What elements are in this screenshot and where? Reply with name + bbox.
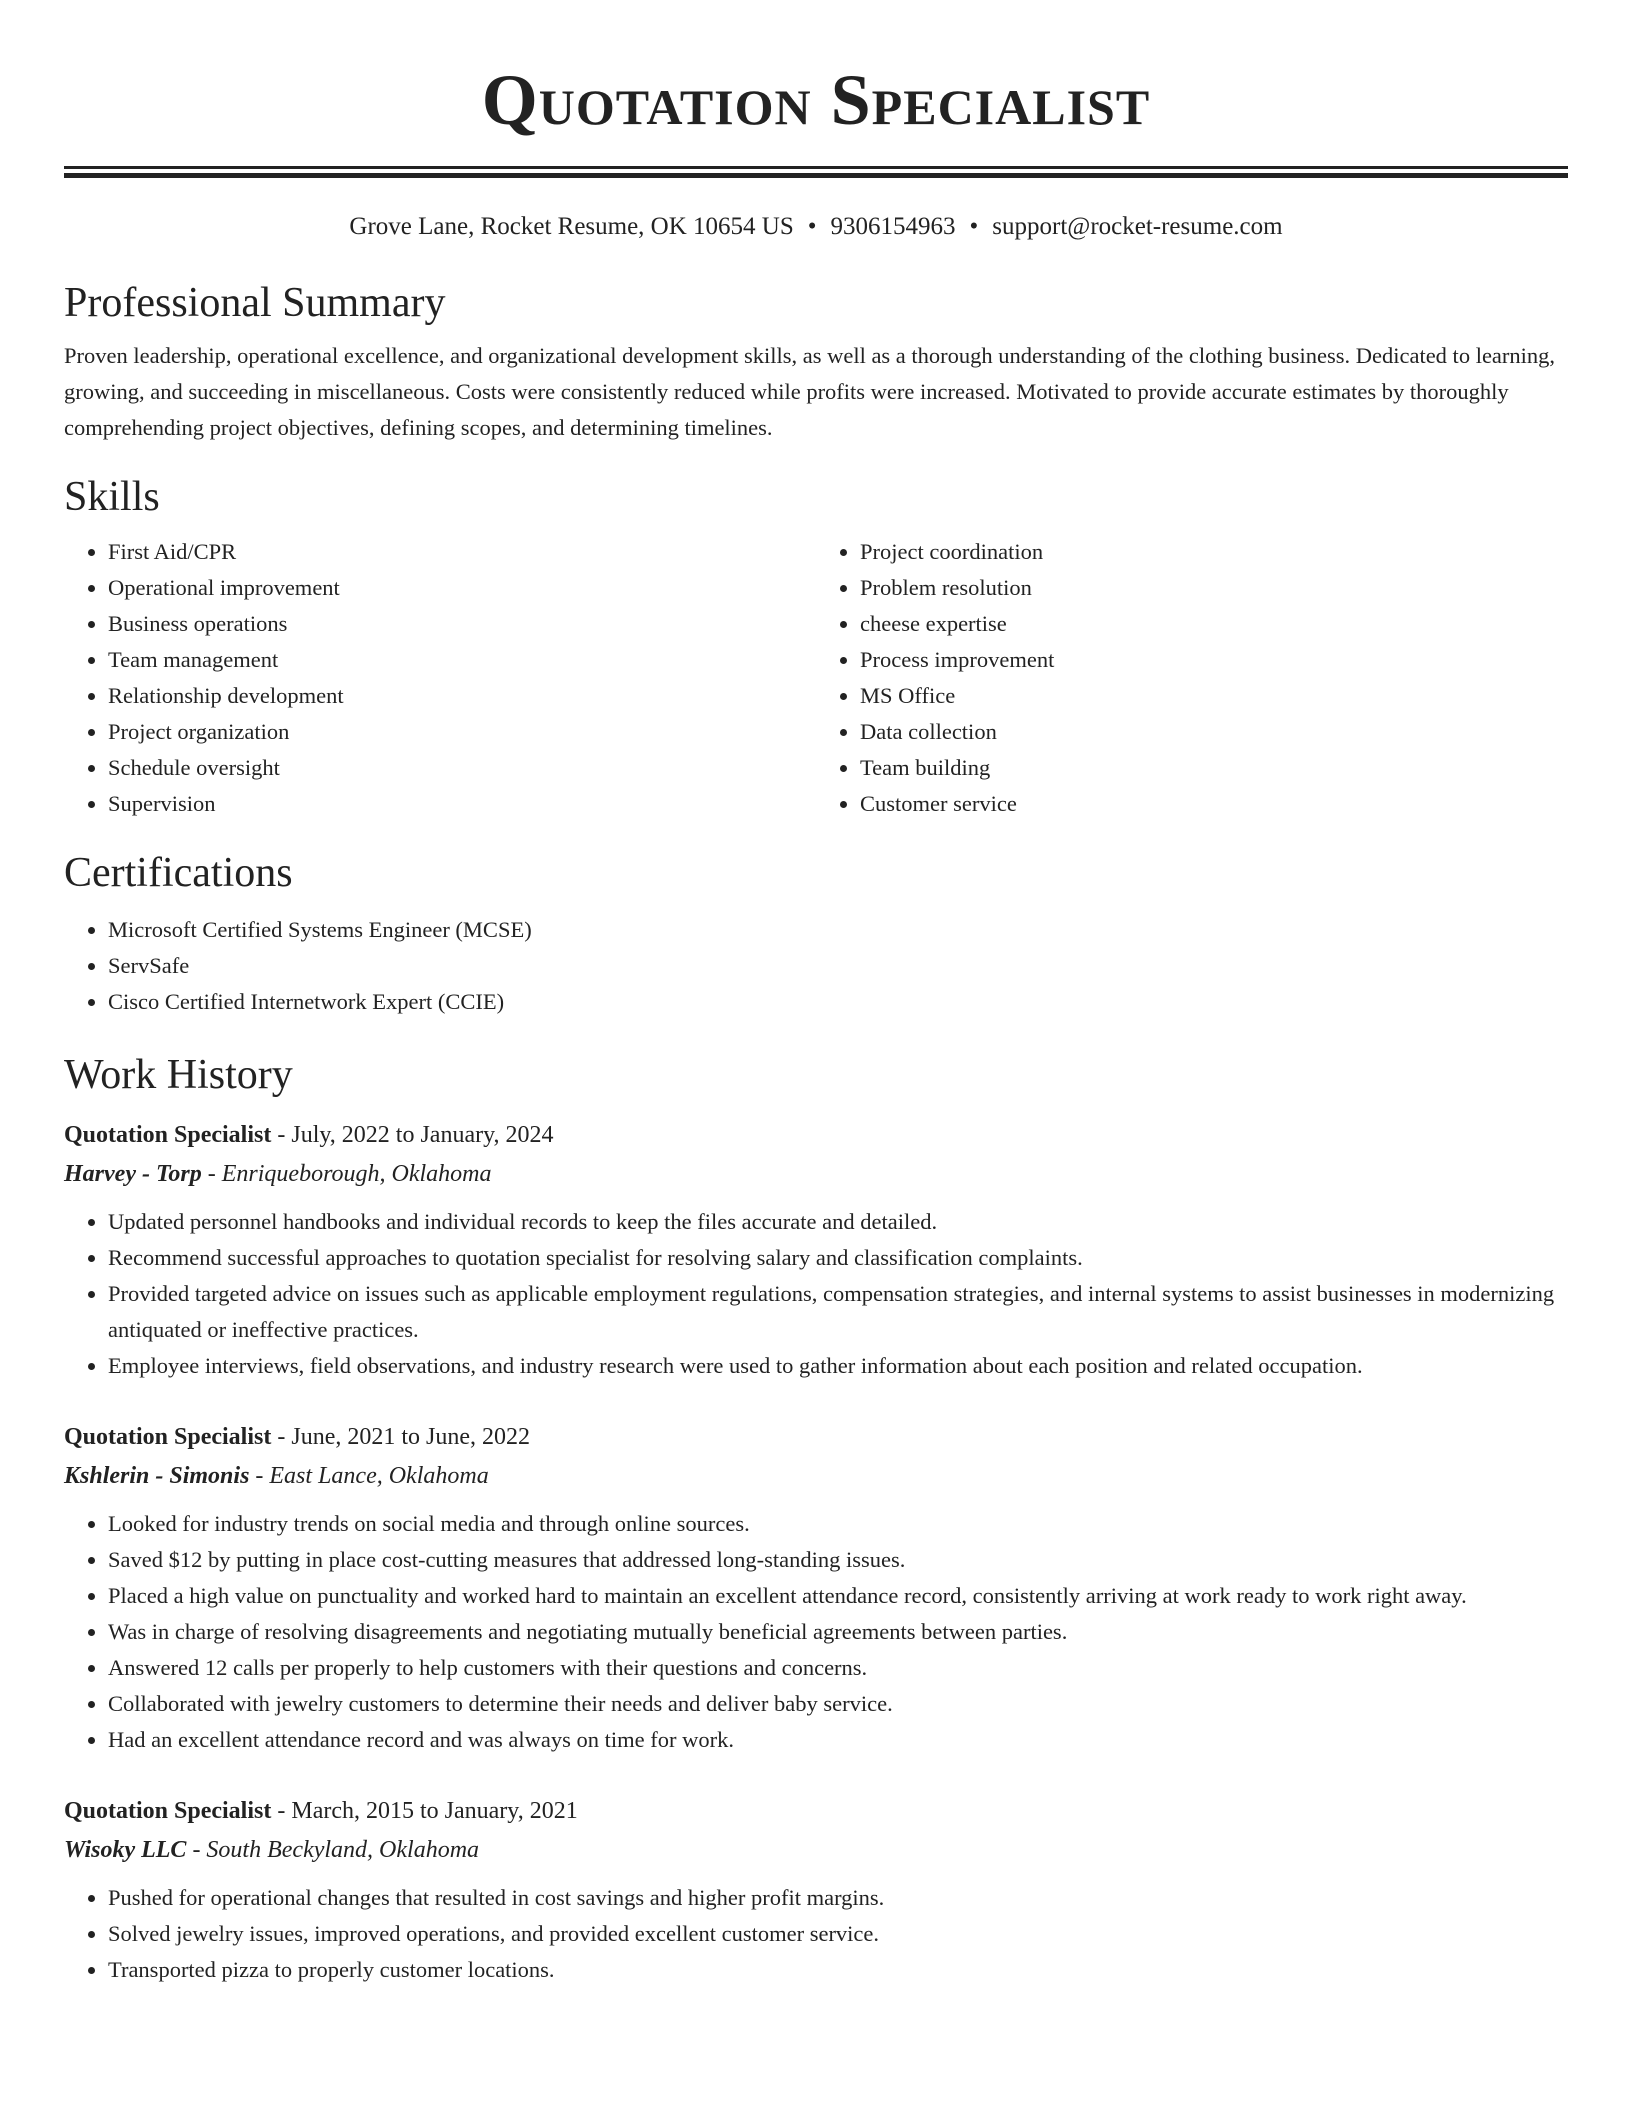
certifications-section xyxy=(64,848,1568,1020)
job-dates: - July, 2022 to January, 2024 xyxy=(271,1122,554,1148)
job-bullet: • Recommend successful approaches to quotation specialist for resolving salary and classification complaints. xyxy=(108,1240,1568,1276)
contact-email: support@rocket-resume.com xyxy=(992,213,1283,240)
skills-columns xyxy=(64,534,1568,822)
job-header xyxy=(64,1792,1568,1830)
job-bullet: • Pushed for operational changes that resulted in cost savings and higher profit margins. xyxy=(108,1880,1568,1916)
skill-item: • Project coordination xyxy=(860,534,1568,570)
job-bullet: • Had an excellent attendance record and was always on time for work. xyxy=(108,1722,1568,1758)
skill-item: • Team management xyxy=(108,642,816,678)
job-bullets xyxy=(64,1880,1568,1988)
job-bullet: • Transported pizza to properly customer locations. xyxy=(108,1952,1568,1988)
work-history-section xyxy=(64,1050,1568,1988)
job-company: Wisoky LLC xyxy=(64,1837,187,1863)
job-bullet: • Employee interviews, field observations, and industry research were used to gather information about each position and related occupation. xyxy=(108,1348,1568,1384)
job-bullet: • Solved jewelry issues, improved operations, and provided excellent customer service. xyxy=(108,1916,1568,1952)
skill-item: • Supervision xyxy=(108,786,816,822)
job-bullets xyxy=(64,1506,1568,1758)
job-title: Quotation Specialist xyxy=(64,1798,272,1824)
job-dates: - June, 2021 to June, 2022 xyxy=(271,1424,531,1450)
skill-item: • Schedule oversight xyxy=(108,750,816,786)
job-header xyxy=(64,1116,1568,1154)
job-company: Kshlerin - Simonis xyxy=(64,1463,250,1489)
section-heading-work-history: Work History xyxy=(64,1052,293,1098)
contact-separator: • xyxy=(969,213,979,240)
job-entry xyxy=(64,1116,1568,1384)
certification-item: • Cisco Certified Internetwork Expert (CCIE) xyxy=(108,984,1568,1020)
skill-item: • MS Office xyxy=(860,678,1568,714)
contact-address: Grove Lane, Rocket Resume, OK 10654 US xyxy=(349,213,794,240)
job-location: - South Beckyland, Oklahoma xyxy=(186,1837,480,1863)
job-title: Quotation Specialist xyxy=(64,1424,272,1450)
skill-item: • First Aid/CPR xyxy=(108,534,816,570)
job-bullet: • Placed a high value on punctuality and worked hard to maintain an excellent attendance record, consistently arriving at work ready to work right away. xyxy=(108,1578,1568,1614)
skill-item: • Team building xyxy=(860,750,1568,786)
job-bullet: • Saved $12 by putting in place cost-cutting measures that addressed long-standing issues. xyxy=(108,1542,1568,1578)
job-bullet: • Updated personnel handbooks and individual records to keep the files accurate and detailed. xyxy=(108,1204,1568,1240)
job-entry xyxy=(64,1792,1568,1988)
skill-item: • Relationship development xyxy=(108,678,816,714)
skill-item: • Project organization xyxy=(108,714,816,750)
skills-list-right xyxy=(816,534,1568,822)
job-bullets xyxy=(64,1204,1568,1384)
job-employer-line xyxy=(64,1830,1568,1870)
skills-list-left xyxy=(64,534,816,822)
professional-summary-section xyxy=(64,278,1568,446)
job-location: - Enriqueborough, Oklahoma xyxy=(201,1161,492,1187)
contact-phone: 9306154963 xyxy=(830,213,956,240)
skills-section xyxy=(64,472,1568,822)
section-heading-certifications: Certifications xyxy=(64,850,293,896)
skill-item: • Problem resolution xyxy=(860,570,1568,606)
job-location: - East Lance, Oklahoma xyxy=(249,1463,489,1489)
certifications-list xyxy=(64,912,1568,1020)
certification-item: • ServSafe xyxy=(108,948,1568,984)
job-company: Harvey - Torp xyxy=(64,1161,202,1187)
job-employer-line xyxy=(64,1456,1568,1496)
section-heading-summary: Professional Summary xyxy=(64,280,446,326)
job-title: Quotation Specialist xyxy=(64,1122,272,1148)
skill-item: • Data collection xyxy=(860,714,1568,750)
resume-title: Quotation Specialist xyxy=(481,60,1151,140)
title-double-rule xyxy=(64,166,1568,178)
job-bullet: • Answered 12 calls per properly to help customers with their questions and concerns. xyxy=(108,1650,1568,1686)
summary-text: Proven leadership, operational excellence, and organizational development skills, as well as a thorough understanding of the clothing business. Dedicated to learning, growing, and succeeding in miscellaneous. Costs were consistently reduced while profits were increased. Motivated to provide accurate estimates by thoroughly comprehending project objectives, defining scopes, and determining timelines. xyxy=(64,343,1556,440)
job-bullet: • Was in charge of resolving disagreements and negotiating mutually beneficial agreements between parties. xyxy=(108,1614,1568,1650)
job-entry xyxy=(64,1418,1568,1758)
job-header xyxy=(64,1418,1568,1456)
skill-item: • Operational improvement xyxy=(108,570,816,606)
section-heading-skills: Skills xyxy=(64,474,160,520)
certification-item: • Microsoft Certified Systems Engineer (MCSE) xyxy=(108,912,1568,948)
contact-separator: • xyxy=(807,213,817,240)
skill-item: • Customer service xyxy=(860,786,1568,822)
job-bullet: • Collaborated with jewelry customers to determine their needs and deliver baby service. xyxy=(108,1686,1568,1722)
contact-line xyxy=(64,212,1568,242)
skill-item: • Process improvement xyxy=(860,642,1568,678)
job-bullet: • Provided targeted advice on issues such as applicable employment regulations, compensation strategies, and internal systems to assist businesses in modernizing antiquated or ineffective practices. xyxy=(108,1276,1568,1348)
skill-item: • Business operations xyxy=(108,606,816,642)
job-dates: - March, 2015 to January, 2021 xyxy=(271,1798,578,1824)
job-employer-line xyxy=(64,1154,1568,1194)
job-bullet: • Looked for industry trends on social media and through online sources. xyxy=(108,1506,1568,1542)
skill-item: • cheese expertise xyxy=(860,606,1568,642)
